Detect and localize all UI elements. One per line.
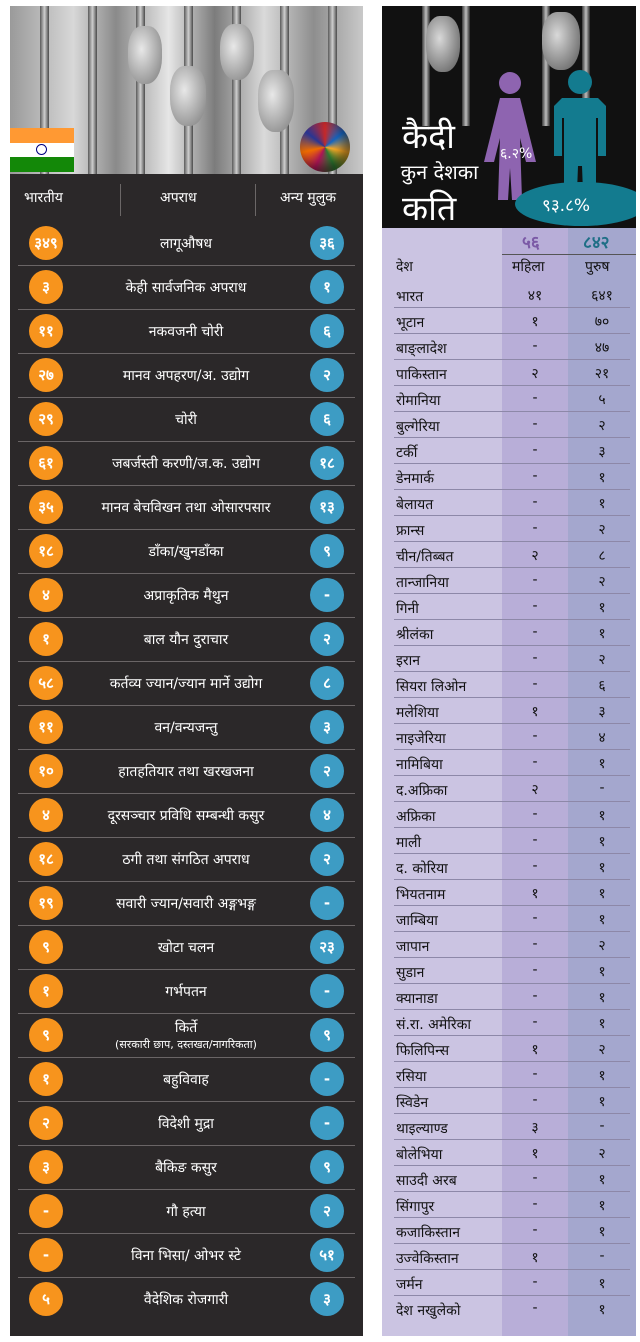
country-name: नामिबिया xyxy=(396,757,443,773)
male-count: २१ xyxy=(594,366,610,382)
country-name: गिनी xyxy=(396,601,419,617)
male-count: १ xyxy=(598,1016,606,1032)
male-count: १ xyxy=(598,912,606,928)
male-count: १ xyxy=(598,626,606,642)
table-row xyxy=(382,386,636,412)
crime-row xyxy=(10,530,363,574)
indian-count: २९ xyxy=(29,402,63,436)
table-row xyxy=(382,750,636,776)
foreign-count: २ xyxy=(310,358,344,392)
table-row xyxy=(382,1296,636,1322)
foreign-count: ९ xyxy=(310,534,344,568)
male-count: ३ xyxy=(598,704,606,720)
indian-count: १८ xyxy=(29,534,63,568)
male-count: १ xyxy=(598,990,606,1006)
crime-row xyxy=(10,618,363,662)
table-row xyxy=(382,620,636,646)
country-table xyxy=(382,228,636,1336)
indian-count: १ xyxy=(29,1062,63,1096)
country-name: द.अफ्रिका xyxy=(396,783,448,799)
country-name: तान्जानिया xyxy=(396,575,449,591)
foreign-count: २ xyxy=(310,754,344,788)
indian-count: ४ xyxy=(29,798,63,832)
male-total: ८४२ xyxy=(583,233,610,253)
male-count: ८ xyxy=(598,548,606,564)
male-count: २ xyxy=(598,574,606,590)
foreign-count: ९ xyxy=(310,1018,344,1052)
title-which-country: कुन देशका xyxy=(400,160,479,184)
female-count: १ xyxy=(531,704,539,720)
table-row xyxy=(382,1088,636,1114)
female-count: - xyxy=(532,1274,538,1290)
female-count: २ xyxy=(531,782,539,798)
female-count: १ xyxy=(531,1146,539,1162)
female-count: - xyxy=(532,754,538,770)
header-crime: अपराध xyxy=(160,190,197,206)
table-row xyxy=(382,698,636,724)
table-row xyxy=(382,802,636,828)
crime-row xyxy=(10,706,363,750)
female-count: ३ xyxy=(531,1120,539,1136)
country-name: जाम्बिया xyxy=(396,913,438,929)
crime-row xyxy=(10,574,363,618)
female-count: १ xyxy=(531,1250,539,1266)
title-prisoners: कैदी xyxy=(402,117,455,157)
country-name: भारत xyxy=(396,289,424,305)
indian-count: १९ xyxy=(29,886,63,920)
crime-label: कर्तव्य ज्यान/ज्यान मार्ने उद्योग xyxy=(109,676,263,692)
table-row xyxy=(382,360,636,386)
crime-label: विना भिसा/ ओभर स्टे xyxy=(131,1248,241,1264)
male-count: १ xyxy=(598,834,606,850)
male-count: १ xyxy=(598,886,606,902)
male-count: १ xyxy=(598,1172,606,1188)
country-name: भूटान xyxy=(396,315,425,331)
female-percent: ६.२% xyxy=(500,146,533,162)
crime-row xyxy=(10,442,363,486)
indian-count: - xyxy=(29,1194,63,1228)
male-count: १ xyxy=(598,470,606,486)
female-count: - xyxy=(532,650,538,666)
country-panel xyxy=(382,6,636,1336)
crime-row xyxy=(10,1234,363,1278)
country-name: फ्रान्स xyxy=(396,523,425,539)
male-count: ५ xyxy=(598,392,606,408)
crime-sublabel: (सरकारी छाप, दस्तखत/नागरिकता) xyxy=(115,1038,257,1051)
table-row xyxy=(382,932,636,958)
table-row xyxy=(382,1114,636,1140)
table-row xyxy=(382,672,636,698)
female-count: १ xyxy=(531,314,539,330)
table-row xyxy=(382,1270,636,1296)
foreign-count: - xyxy=(310,1106,344,1140)
male-count: ४ xyxy=(598,730,606,746)
table-row xyxy=(382,1140,636,1166)
male-count: १ xyxy=(598,1224,606,1240)
crime-row xyxy=(10,1014,363,1058)
crime-label: चोरी xyxy=(175,412,197,428)
foreign-count: ६ xyxy=(310,314,344,348)
male-count: ६ xyxy=(598,678,606,694)
indian-count: १ xyxy=(29,974,63,1008)
foreign-count: २३ xyxy=(310,930,344,964)
table-row xyxy=(382,1218,636,1244)
male-count: ४७ xyxy=(594,340,610,356)
indian-count: ११ xyxy=(29,710,63,744)
header-male: पुरुष xyxy=(585,259,610,275)
country-name: भियतनाम xyxy=(396,887,446,903)
female-count: - xyxy=(532,494,538,510)
crime-row xyxy=(10,486,363,530)
table-row xyxy=(382,542,636,568)
female-count: - xyxy=(532,390,538,406)
female-count: - xyxy=(532,988,538,1004)
crime-row xyxy=(10,750,363,794)
female-count: - xyxy=(532,468,538,484)
female-count: १ xyxy=(531,1042,539,1058)
male-count: २ xyxy=(598,1042,606,1058)
country-name: जर्मन xyxy=(396,1277,423,1293)
foreign-count: - xyxy=(310,578,344,612)
male-count: १ xyxy=(598,808,606,824)
male-count: - xyxy=(599,1118,605,1134)
country-name: थाइल्याण्ड xyxy=(396,1121,448,1137)
female-count: - xyxy=(532,1014,538,1030)
male-count: १ xyxy=(598,964,606,980)
country-name: सिंगापुर xyxy=(396,1199,435,1215)
crime-label: गौ हत्या xyxy=(166,1204,206,1220)
country-name: चीन/तिब्बत xyxy=(396,549,454,565)
crime-table-header xyxy=(10,176,363,222)
india-flag-icon xyxy=(10,128,74,172)
header-female: महिला xyxy=(512,259,545,275)
female-count: - xyxy=(532,676,538,692)
table-row xyxy=(382,1010,636,1036)
female-count: - xyxy=(532,1170,538,1186)
header-foreign: अन्य मुलुक xyxy=(280,190,337,206)
female-count: - xyxy=(532,1066,538,1082)
country-name: माली xyxy=(396,835,422,851)
table-row xyxy=(382,776,636,802)
female-count: - xyxy=(532,572,538,588)
crime-label: केही सार्वजनिक अपराध xyxy=(125,280,247,296)
crime-label: हातहतियार तथा खरखजना xyxy=(118,764,254,780)
male-count: २ xyxy=(598,1146,606,1162)
crime-row xyxy=(10,222,363,266)
country-name: सियरा लिओन xyxy=(396,679,467,695)
crime-label: बहुविवाह xyxy=(163,1072,209,1088)
male-count: १ xyxy=(598,1302,606,1318)
female-count: - xyxy=(532,338,538,354)
crime-row xyxy=(10,970,363,1014)
indian-count: १ xyxy=(29,622,63,656)
indian-count: - xyxy=(29,1238,63,1272)
foreign-count: २ xyxy=(310,1194,344,1228)
crime-row xyxy=(10,266,363,310)
indian-count: १८ xyxy=(29,842,63,876)
title-block xyxy=(382,6,636,228)
table-row xyxy=(382,854,636,880)
male-count: २ xyxy=(598,522,606,538)
crime-row xyxy=(10,1278,363,1322)
male-count: - xyxy=(599,780,605,796)
country-name: उज्वेकिस्तान xyxy=(396,1251,459,1267)
female-figure-icon xyxy=(482,72,538,202)
foreign-count: ३ xyxy=(310,1282,344,1316)
female-count: - xyxy=(532,520,538,536)
crime-panel xyxy=(10,6,363,1336)
table-row xyxy=(382,646,636,672)
table-row xyxy=(382,282,636,308)
male-percent: ९३.८% xyxy=(542,196,591,216)
table-row xyxy=(382,1036,636,1062)
female-count: - xyxy=(532,624,538,640)
table-row xyxy=(382,438,636,464)
male-count: १ xyxy=(598,756,606,772)
female-count: - xyxy=(532,1300,538,1316)
crime-row xyxy=(10,398,363,442)
country-name: मलेशिया xyxy=(396,705,439,721)
foreign-count: ५१ xyxy=(310,1238,344,1272)
crime-label: बैकिङ कसुर xyxy=(155,1160,217,1176)
crime-row xyxy=(10,1102,363,1146)
crime-label: खोटा चलन xyxy=(157,940,215,956)
crime-row xyxy=(10,794,363,838)
table-row xyxy=(382,464,636,490)
world-flags-globe-icon xyxy=(300,122,350,172)
foreign-count: २ xyxy=(310,842,344,876)
foreign-count: १८ xyxy=(310,446,344,480)
foreign-count: ३६ xyxy=(310,226,344,260)
female-count: ४१ xyxy=(527,288,543,304)
table-row xyxy=(382,516,636,542)
country-name: रसिया xyxy=(396,1069,427,1085)
crime-row xyxy=(10,882,363,926)
male-count: १ xyxy=(598,860,606,876)
country-name: रोमानिया xyxy=(396,393,441,409)
table-row xyxy=(382,412,636,438)
female-count: - xyxy=(532,442,538,458)
male-count: २ xyxy=(598,652,606,668)
female-count: - xyxy=(532,858,538,874)
country-name: पाकिस्तान xyxy=(396,367,447,383)
crime-label: किर्ते xyxy=(174,1020,198,1036)
country-name: बुल्गेरिया xyxy=(396,419,440,435)
female-count: - xyxy=(532,416,538,432)
female-count: - xyxy=(532,1222,538,1238)
crime-row xyxy=(10,1058,363,1102)
female-count: - xyxy=(532,1092,538,1108)
indian-count: ९ xyxy=(29,930,63,964)
foreign-count: - xyxy=(310,974,344,1008)
crime-row xyxy=(10,1146,363,1190)
table-row xyxy=(382,828,636,854)
table-row xyxy=(382,490,636,516)
country-name: फिलिपिन्स xyxy=(396,1043,450,1059)
foreign-count: ६ xyxy=(310,402,344,436)
table-row xyxy=(382,308,636,334)
male-count: ६४१ xyxy=(591,288,613,304)
crime-row xyxy=(10,838,363,882)
country-name: देश नखुलेको xyxy=(396,1303,461,1319)
country-name: श्रीलंका xyxy=(396,627,434,643)
crime-label: मानव अपहरण/अ. उद्योग xyxy=(122,368,250,384)
table-row xyxy=(382,906,636,932)
table-row xyxy=(382,724,636,750)
title-how-many: कति xyxy=(402,189,457,228)
indian-count: ३ xyxy=(29,270,63,304)
foreign-count: - xyxy=(310,886,344,920)
table-row xyxy=(382,958,636,984)
crime-label: जबर्जस्ती करणी/ज.क. उद्योग xyxy=(112,456,260,472)
foreign-count: २ xyxy=(310,622,344,656)
female-count: - xyxy=(532,936,538,952)
crime-label: डाँका/खुनडाँका xyxy=(148,544,224,560)
foreign-count: - xyxy=(310,1062,344,1096)
table-row xyxy=(382,594,636,620)
female-total: ५६ xyxy=(522,233,540,253)
crime-label: विदेशी मुद्रा xyxy=(158,1116,214,1132)
crime-label: अप्राकृतिक मैथुन xyxy=(143,588,229,604)
country-name: साउदी अरब xyxy=(396,1173,457,1189)
country-name: सुडान xyxy=(396,965,425,981)
country-name: इरान xyxy=(396,653,420,669)
country-name: डेनमार्क xyxy=(396,471,435,487)
country-name: नाइजेरिया xyxy=(396,731,446,747)
female-count: २ xyxy=(531,366,539,382)
crime-row xyxy=(10,354,363,398)
female-count: - xyxy=(532,832,538,848)
country-name: स्विडेन xyxy=(396,1095,429,1111)
indian-count: २ xyxy=(29,1106,63,1140)
female-count: - xyxy=(532,962,538,978)
foreign-count: १ xyxy=(310,270,344,304)
country-name: बोलेभिया xyxy=(396,1147,443,1163)
country-name: द. कोरिया xyxy=(396,861,448,877)
crime-label: गर्भपतन xyxy=(165,984,207,1000)
prison-bars-photo xyxy=(10,6,363,174)
indian-count: ३ xyxy=(29,1150,63,1184)
table-row xyxy=(382,984,636,1010)
table-row xyxy=(382,334,636,360)
indian-count: ३४९ xyxy=(29,226,63,260)
crime-row xyxy=(10,662,363,706)
male-count: १ xyxy=(598,1068,606,1084)
male-count: १ xyxy=(598,1276,606,1292)
indian-count: ३५ xyxy=(29,490,63,524)
male-count: २ xyxy=(598,418,606,434)
female-count: - xyxy=(532,728,538,744)
crime-label: ठगी तथा संगठित अपराध xyxy=(122,852,250,868)
foreign-count: ३ xyxy=(310,710,344,744)
crime-row xyxy=(10,926,363,970)
country-name: कजाकिस्तान xyxy=(396,1225,460,1241)
foreign-count: ९ xyxy=(310,1150,344,1184)
female-count: - xyxy=(532,910,538,926)
country-name: जापान xyxy=(396,939,430,955)
country-name: सं.रा. अमेरिका xyxy=(396,1017,471,1033)
table-row xyxy=(382,1192,636,1218)
female-count: १ xyxy=(531,886,539,902)
table-row xyxy=(382,1244,636,1270)
female-count: - xyxy=(532,598,538,614)
country-name: अफ्रिका xyxy=(396,809,436,825)
crime-label: लागूऔषध xyxy=(159,236,213,252)
table-row xyxy=(382,1062,636,1088)
indian-count: ६१ xyxy=(29,446,63,480)
indian-count: ५८ xyxy=(29,666,63,700)
female-count: - xyxy=(532,806,538,822)
female-count: २ xyxy=(531,548,539,564)
table-row xyxy=(382,1166,636,1192)
male-count: १ xyxy=(598,1094,606,1110)
country-name: टर्की xyxy=(396,445,418,461)
male-count: ७० xyxy=(594,314,610,330)
indian-count: १० xyxy=(29,754,63,788)
crime-label: मानव बेचविखन तथा ओसारपसार xyxy=(101,500,271,516)
table-row xyxy=(382,568,636,594)
indian-count: २७ xyxy=(29,358,63,392)
table-row xyxy=(382,880,636,906)
indian-count: ५ xyxy=(29,1282,63,1316)
foreign-count: ८ xyxy=(310,666,344,700)
male-count: ३ xyxy=(598,444,606,460)
country-name: बाङ्लादेश xyxy=(396,341,447,357)
crime-label: वन/वन्यजन्तु xyxy=(154,720,218,736)
crime-row xyxy=(10,310,363,354)
header-country: देश xyxy=(396,259,413,275)
crime-label: बाल यौन दुराचार xyxy=(143,632,229,648)
indian-count: ४ xyxy=(29,578,63,612)
crime-row xyxy=(10,1190,363,1234)
male-count: १ xyxy=(598,600,606,616)
crime-label: नकवजनी चोरी xyxy=(148,324,224,340)
indian-count: ११ xyxy=(29,314,63,348)
male-count: - xyxy=(599,1248,605,1264)
female-count: - xyxy=(532,1196,538,1212)
male-count: १ xyxy=(598,496,606,512)
crime-label: दूरसञ्चार प्रविधि सम्बन्धी कसुर xyxy=(107,808,265,824)
crime-label: सवारी ज्यान/सवारी अङ्गभङ्ग xyxy=(116,896,256,912)
foreign-count: १३ xyxy=(310,490,344,524)
male-count: २ xyxy=(598,938,606,954)
country-name: क्यानाडा xyxy=(396,991,438,1007)
male-count: १ xyxy=(598,1198,606,1214)
crime-label: वैदेशिक रोजगारी xyxy=(143,1292,229,1308)
indian-count: ९ xyxy=(29,1018,63,1052)
header-indian: भारतीय xyxy=(24,190,63,206)
country-name: बेलायत xyxy=(396,497,434,513)
foreign-count: ४ xyxy=(310,798,344,832)
